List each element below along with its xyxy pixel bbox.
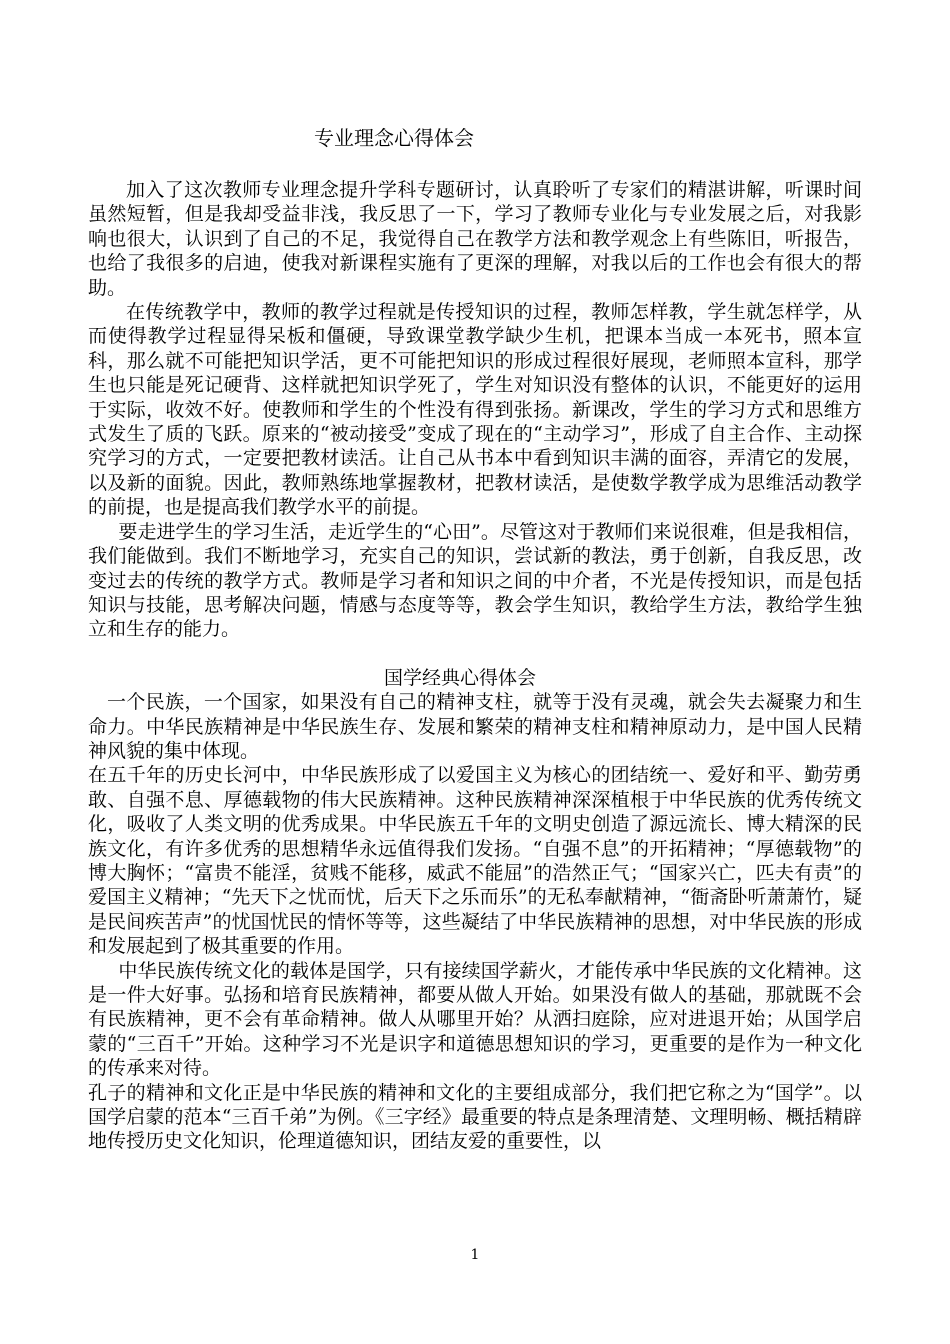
paragraph-6: 中华民族传统文化的载体是国学，只有接续国学薪火，才能传承中华民族的文化精神。这是一件大好事。弘扬和培育民族精神，都要从做人开始。如果没有做人的基础，那就既不会有民族精神，更不会有革命精神。做人从哪里开始？从洒扫庭除，应对进退开始；从国学启蒙的“三百千”开始。这种学习不光是识字和道德思想知识的学习，更重要的是作为一种文化的传承来对待。 xyxy=(88,959,862,1080)
paragraph-3: 要走进学生的学习生活，走近学生的“心田”。尽管这对于教师们来说很难，但是我相信，我们能做到。我们不断地学习，充实自己的知识，尝试新的教法，勇于创新，自我反思，改变过去的传统的教学方式。教师是学习者和知识之间的中介者，不光是传授知识，而是包括知识与技能，思考解决问题，情感与态度等等，教会学生知识，教给学生方法，教给学生独立和生存的能力。 xyxy=(88,520,862,641)
section-title-professional-philosophy: 专业理念心得体会 xyxy=(314,126,474,150)
paragraph-1: 加入了这次教师专业理念提升学科专题研讨，认真聆听了专家们的精湛讲解，听课时间虽然短暂，但是我却受益非浅，我反思了一下，学习了教师专业化与专业发展之后，对我影响也很大，认识到了自己的不足，我觉得自己在教学方法和教学观念上有些陈旧，听报告，也给了我很多的启迪，使我对新课程实施有了更深的理解，对我以后的工作也会有很大的帮助。 xyxy=(88,179,862,299)
section-title-classics: 国学经典心得体会 xyxy=(384,666,537,689)
page-number: 1 xyxy=(470,1247,480,1263)
paragraph-4: 一个民族，一个国家，如果没有自己的精神支柱，就等于没有灵魂，就会失去凝聚力和生命力。中华民族精神是中华民族生存、发展和繁荣的精神支柱和精神原动力，是中国人民精神风貌的集中体现。 xyxy=(88,691,862,762)
paragraph-spacer xyxy=(88,642,862,666)
document-body xyxy=(88,178,862,1154)
paragraph-7: 孔子的精神和文化正是中华民族的精神和文化的主要组成部分，我们把它称之为“国学”。以国学启蒙的范本“三百千弟”为例。《三字经》最重要的特点是条理清楚、文理明畅、概括精辟地传授历史文化知识，伦理道德知识，团结友爱的重要性，以 xyxy=(88,1081,862,1153)
document-page xyxy=(88,0,862,1344)
paragraph-5: 在五千年的历史长河中，中华民族形成了以爱国主义为核心的团结统一、爱好和平、勤劳勇敢、自强不息、厚德载物的伟大民族精神。这种民族精神深深植根于中华民族的优秀传统文化，吸收了人类文明的优秀成果。中华民族五千年的文明史创造了源远流长、博大精深的民族文化，有许多优秀的思想精华永远值得我们发扬。“自强不息”的开拓精神；“厚德载物”的博大胸怀；“富贵不能淫，贫贱不能移，威武不能屈”的浩然正气；“国家兴亡，匹夫有责”的爱国主义精神；“先天下之忧而忧，后天下之乐而乐”的无私奉献精神，“衙斋卧听萧萧竹，疑是民间疾苦声”的忧国忧民的情怀等等，这些凝结了中华民族精神的思想，对中华民族的形成和发展起到了极其重要的作用。 xyxy=(88,764,862,958)
paragraph-2: 在传统教学中，教师的教学过程就是传授知识的过程，教师怎样教，学生就怎样学，从而使得教学过程显得呆板和僵硬，导致课堂教学缺少生机，把课本当成一本死书，照本宣科，那么就不可能把知识学活，更不可能把知识的形成过程很好展现，老师照本宣科，那学生也只能是死记硬背、这样就把知识学死了，学生对知识没有整体的认识，不能更好的运用于实际，收效不好。使教师和学生的个性没有得到张扬。新课改，学生的学习方式和思维方式发生了质的飞跃。原来的“被动接受”变成了现在的“主动学习”，形成了自主合作、主动探究学习的方式，一定要把教材读活。让自己从书本中看到知识丰满的面容，弄清它的发展，以及新的面貌。因此，教师熟练地掌握教材，把教材读活，是使数学教学成为思维活动教学的前提，也是提高我们教学水平的前提。 xyxy=(88,301,862,519)
